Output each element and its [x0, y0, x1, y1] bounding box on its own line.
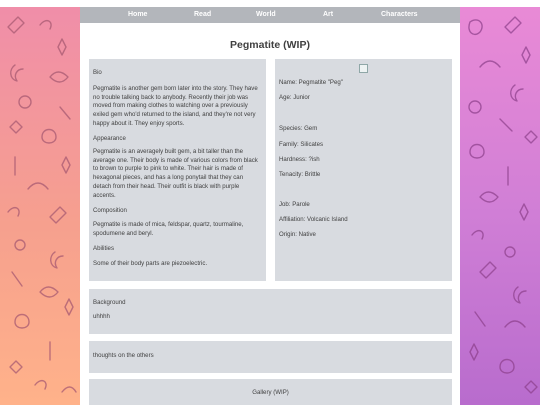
thoughts-card	[89, 341, 452, 373]
info-hardness: Hardness: ?ish	[279, 156, 320, 163]
background-text: uhhhh	[93, 313, 110, 320]
background-card	[89, 289, 452, 334]
info-origin: Origin: Native	[279, 231, 316, 238]
info-name: Name: Pegmatite "Peg"	[279, 79, 343, 86]
appearance-heading: Appearance	[93, 135, 126, 142]
abilities-text: Some of their body parts are piezoelectric.	[93, 260, 208, 267]
gallery-title: Gallery (WIP)	[252, 389, 289, 396]
info-family: Family: Silicates	[279, 141, 324, 148]
top-nav-bar	[80, 7, 460, 23]
bio-text: Pegmatite is another gem born later into the story. They have no trouble talking back to anybody. Recently their job was moved from making clothes to watching over a previously exiled gem who'd returned to the island, and they're not very happy about it. They enjoy sports.	[93, 85, 258, 127]
background-heading: Background	[93, 299, 126, 306]
right-decorative-pattern	[460, 7, 540, 405]
info-affiliation: Affiliation: Volcanic Island	[279, 216, 348, 223]
bio-card	[89, 59, 266, 281]
composition-heading: Composition	[93, 207, 127, 214]
info-card	[275, 59, 452, 281]
main-content	[80, 23, 460, 405]
gallery-card	[89, 379, 452, 405]
left-decorative-pattern	[0, 7, 80, 405]
appearance-text: Pegmatite is an averagely built gem, a bit taller than the average one. Their body is made of various colors from black to brown to purple to pink to white. Their hair is made of hexagonal pieces, and has a long ponytail that they can detach from their head. Their outfit is black with purple accents.	[93, 148, 258, 199]
info-job: Job: Parole	[279, 201, 310, 208]
nav-art-link[interactable]: Art	[323, 11, 334, 18]
info-species: Species: Gem	[279, 125, 318, 132]
abilities-heading: Abilities	[93, 245, 114, 252]
composition-text: Pegmatite is made of mica, feldspar, quartz, tourmaline, spodumene and beryl.	[93, 221, 244, 237]
thoughts-text: thoughts on the others	[93, 352, 154, 359]
nav-read-link[interactable]: Read	[194, 11, 212, 18]
info-age: Age: Junior	[279, 94, 310, 101]
broken-image-icon	[359, 64, 368, 73]
bio-heading: Bio	[93, 69, 102, 76]
nav-characters-link[interactable]: Characters	[381, 11, 418, 18]
top-strip	[0, 0, 540, 7]
nav-home-link[interactable]: Home	[128, 11, 148, 18]
info-tenacity: Tenacity: Brittle	[279, 171, 321, 178]
page-title: Pegmatite (WIP)	[230, 39, 310, 51]
nav-world-link[interactable]: World	[256, 11, 276, 18]
